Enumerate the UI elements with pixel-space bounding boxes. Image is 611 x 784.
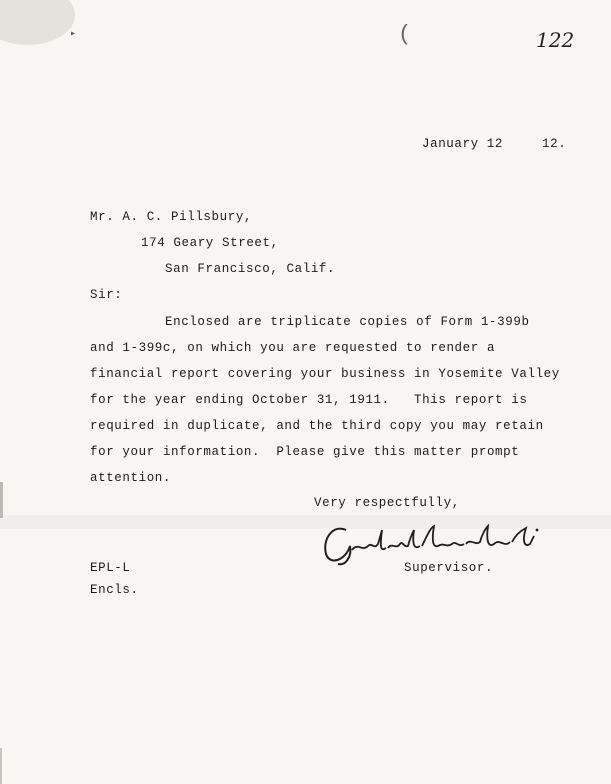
body-line-4: for the year ending October 31, 1911. This report is (90, 393, 528, 407)
handwritten-page-number: 122 (536, 28, 575, 52)
corner-smudge (0, 0, 75, 45)
body-line-7: attention. (90, 471, 172, 485)
closing: Very respectfully, (314, 496, 460, 510)
recipient-city: San Francisco, Calif. (165, 262, 336, 276)
body-line-1: Enclosed are triplicate copies of Form 1-399b (165, 315, 530, 329)
left-edge-mark-lower (0, 748, 2, 784)
reference-initials: EPL-L (90, 561, 131, 575)
body-line-5: required in duplicate, and the third copy you may retain (90, 419, 544, 433)
left-edge-mark (0, 482, 3, 518)
enclosure-note: Encls. (90, 583, 139, 597)
body-line-2: and 1-399c, on which you are requested to render a (90, 341, 496, 355)
body-line-3: financial report covering your business in Yosemite Valley (90, 367, 560, 381)
body-line-6: for your information. Please give this matter prompt (90, 445, 520, 459)
recipient-street: 174 Geary Street, (141, 236, 279, 250)
signer-title: Supervisor. (404, 561, 494, 575)
date-month-day: January 12 (422, 137, 504, 151)
date-year: 12. (542, 137, 567, 151)
speck-mark: ▸ (70, 29, 77, 40)
punch-mark: ( (398, 22, 412, 47)
recipient-name: Mr. A. C. Pillsbury, (90, 210, 253, 224)
salutation: Sir: (90, 288, 123, 302)
